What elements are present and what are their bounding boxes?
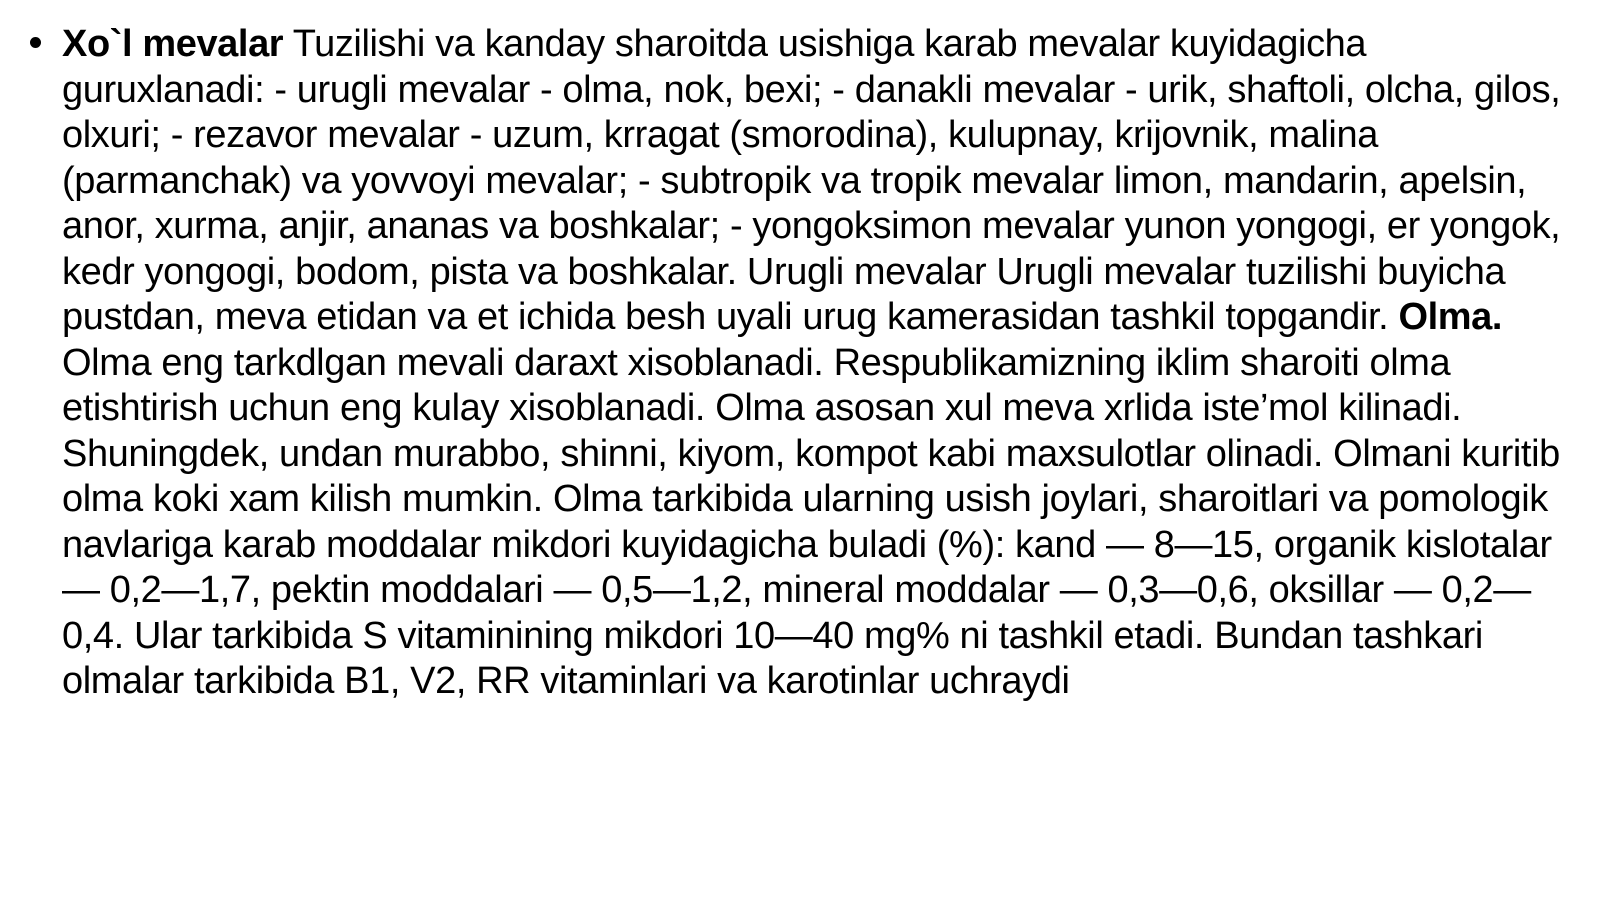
bullet-list xyxy=(62,22,1562,705)
bullet-item xyxy=(62,22,1562,705)
bullet-dot-icon xyxy=(30,37,41,48)
heading-xol-mevalar: Xo`l mevalar xyxy=(62,23,284,65)
body-text-part-1: Tuzilishi va kanday sharoitda usishiga karab mevalar kuyidagicha guruxlanadi: - urugli mevalar - olma, nok, bexi; - danakli mevalar - urik, shaftoli, olcha, gilos, olxuri; - rezavor mevalar - uzum, krragat (smorodina), kulupnay, krijovnik, malina (parmanchak) va yovvoyi mevalar; - subtropik va tropik mevalar limon, mandarin, apelsin, anor, xurma, anjir, ananas va boshkalar; - yongoksimon mevalar yunon yongogi, er yongok, kedr yongogi, bodom, pista va boshkalar. Urugli mevalar Urugli mevalar tuzilishi buyicha pustdan, meva etidan va et ichida besh uyali urug kamerasidan tashkil topgandir. xyxy=(62,23,1561,338)
body-text-part-2: Olma eng tarkdlgan mevali daraxt xisoblanadi. Respublikamizning iklim sharoiti olma etishtirish uchun eng kulay xisoblanadi. Olma asosan xul meva xrlida iste’mol kilinadi. Shuningdek, undan murabbo, shinni, kiyom, kompot kabi maxsulotlar olinadi. Olmani kuritib olma koki xam kilish mumkin. Olma tarkibida ularning usish joylari, sharoitlari va pomologik navlariga karab moddalar mikdori kuyidagicha buladi (%): kand — 8—15, organik kislotalar — 0,2—1,7, pektin moddalari — 0,5—1,2, mineral moddalar — 0,3—0,6, oksillar — 0,2—0,4. Ular tarkibida S vitaminining mikdori 10—40 mg% ni tashkil etadi. Bundan tashkari olmalar tarkibida B1, V2, RR vitaminlari va karotinlar uchraydi xyxy=(62,341,1560,702)
subheading-olma: Olma. xyxy=(1398,296,1503,338)
